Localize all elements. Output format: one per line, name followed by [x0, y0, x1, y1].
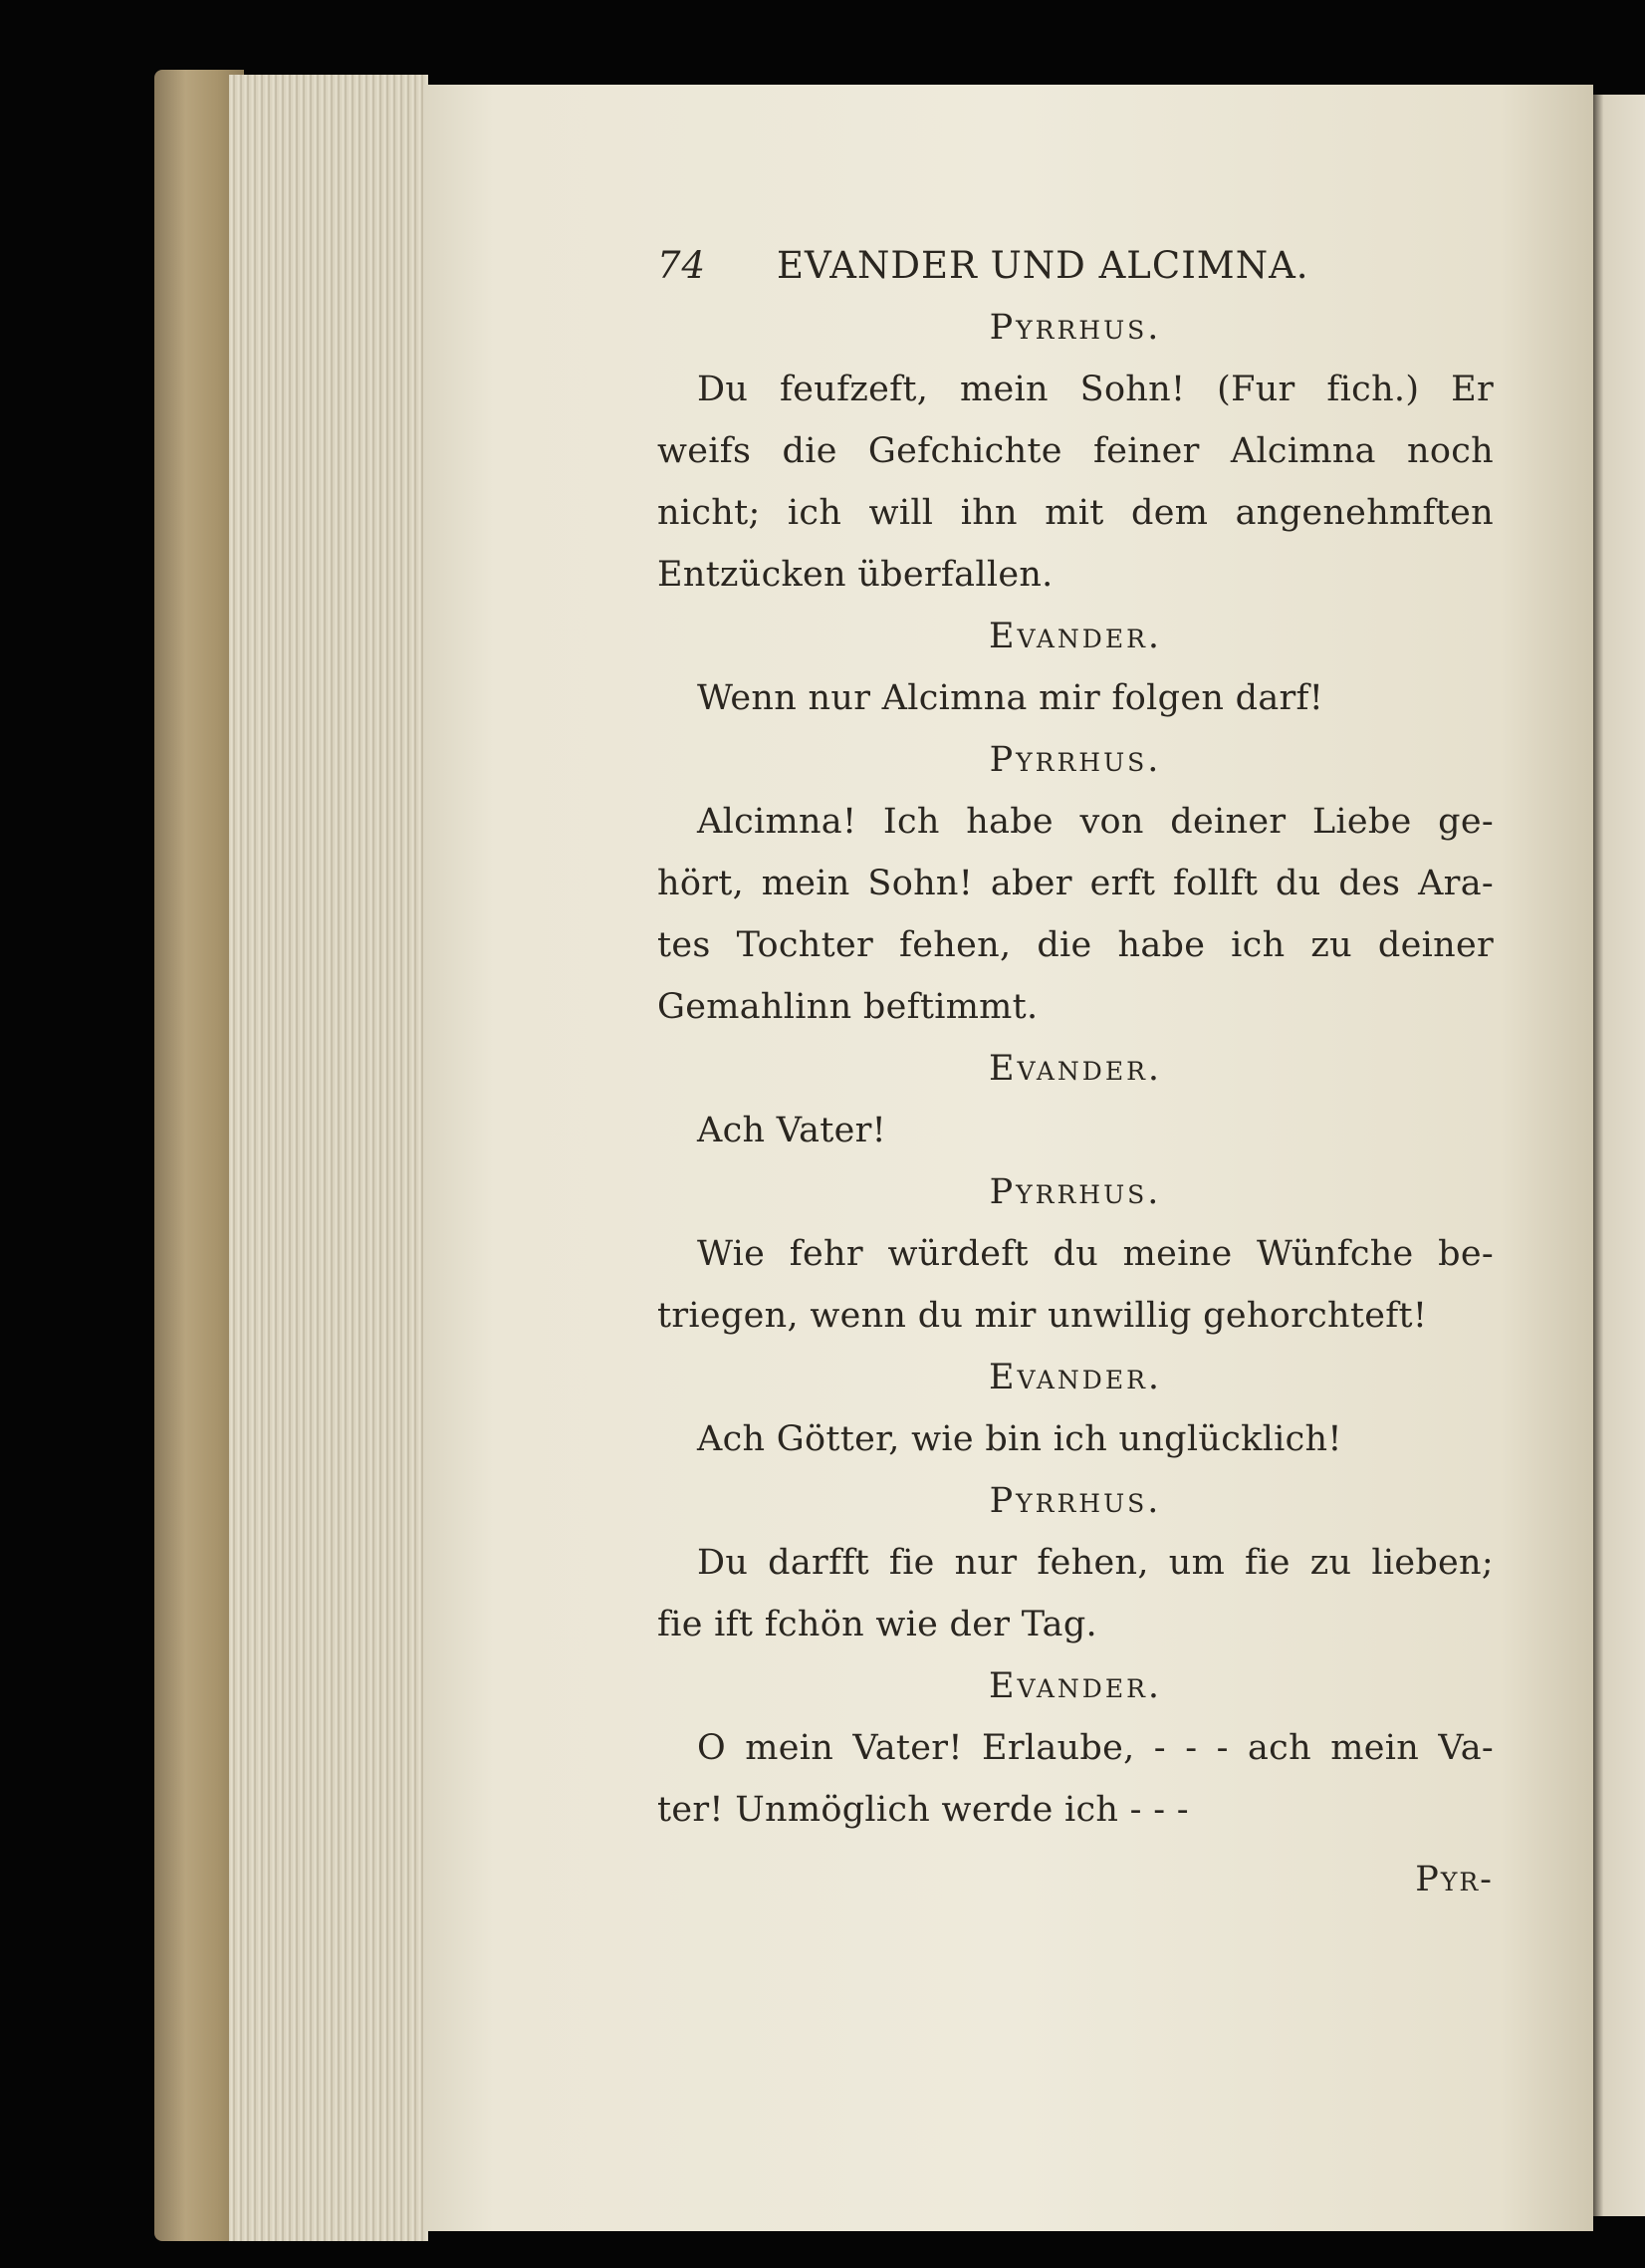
text-line: tes Tochter fehen, die habe ich zu deiner [657, 925, 1494, 965]
dialogue-block [657, 1347, 1494, 1470]
page-edges [229, 75, 428, 2241]
catchword: Pyr- [1415, 1860, 1494, 1899]
dialogue-block [657, 1470, 1494, 1655]
dialogue-block [657, 729, 1494, 1038]
text-line: Gemahlinn beftimmt. [657, 987, 1039, 1027]
text-line: nicht; ich will ihn mit dem angenehmften [657, 493, 1494, 533]
speaker-name: Pyrrhus. [989, 1172, 1162, 1212]
text-line: Wie fehr würdeft du meine Wünfche be- [697, 1234, 1494, 1274]
speaker-name: Pyrrhus. [989, 1481, 1162, 1521]
dialogue-block [657, 606, 1494, 729]
speaker-name: Evander. [988, 1666, 1163, 1706]
speaker-name: Evander. [988, 1358, 1163, 1397]
text-line: ter! Unmöglich werde ich - - - [657, 1790, 1189, 1830]
text-line: Du darfft fie nur fehen, um fie zu lieben; [697, 1543, 1494, 1583]
text-line: Ach Götter, wie bin ich unglücklich! [697, 1419, 1342, 1459]
running-header [657, 235, 1494, 297]
text-line: hört, mein Sohn! aber erft follft du des Ara- [657, 864, 1494, 903]
text-line: triegen, wenn du mir unwillig gehorchteft! [657, 1296, 1428, 1336]
speaker-name: Pyrrhus. [989, 740, 1162, 780]
page-text [657, 235, 1494, 1910]
dialogue-block [657, 1038, 1494, 1161]
facing-page-edge [1593, 95, 1645, 2216]
text-line: Du feufzeft, mein Sohn! (Fur fich.) Er [697, 370, 1494, 409]
running-head-title: EVANDER UND ALCIMNA. [777, 244, 1309, 287]
text-line: Alcimna! Ich habe von deiner Liebe ge- [697, 802, 1494, 842]
dialogue-block [657, 1161, 1494, 1347]
page-number: 74 [657, 244, 707, 287]
text-line: Entzücken überfallen. [657, 555, 1054, 595]
text-line: O mein Vater! Erlaube, - - - ach mein Va- [697, 1728, 1494, 1768]
text-line: fie ift fchön wie der Tag. [657, 1605, 1097, 1644]
dialogue-block [657, 1655, 1494, 1841]
speaker-name: Evander. [988, 617, 1163, 656]
text-line: Wenn nur Alcimna mir folgen darf! [697, 678, 1324, 718]
text-line: weifs die Gefchichte feiner Alcimna noch [657, 431, 1494, 471]
speaker-name: Pyrrhus. [989, 308, 1162, 348]
dialogue-block [657, 297, 1494, 606]
speaker-name: Evander. [988, 1049, 1163, 1089]
text-line: Ach Vater! [697, 1111, 887, 1150]
